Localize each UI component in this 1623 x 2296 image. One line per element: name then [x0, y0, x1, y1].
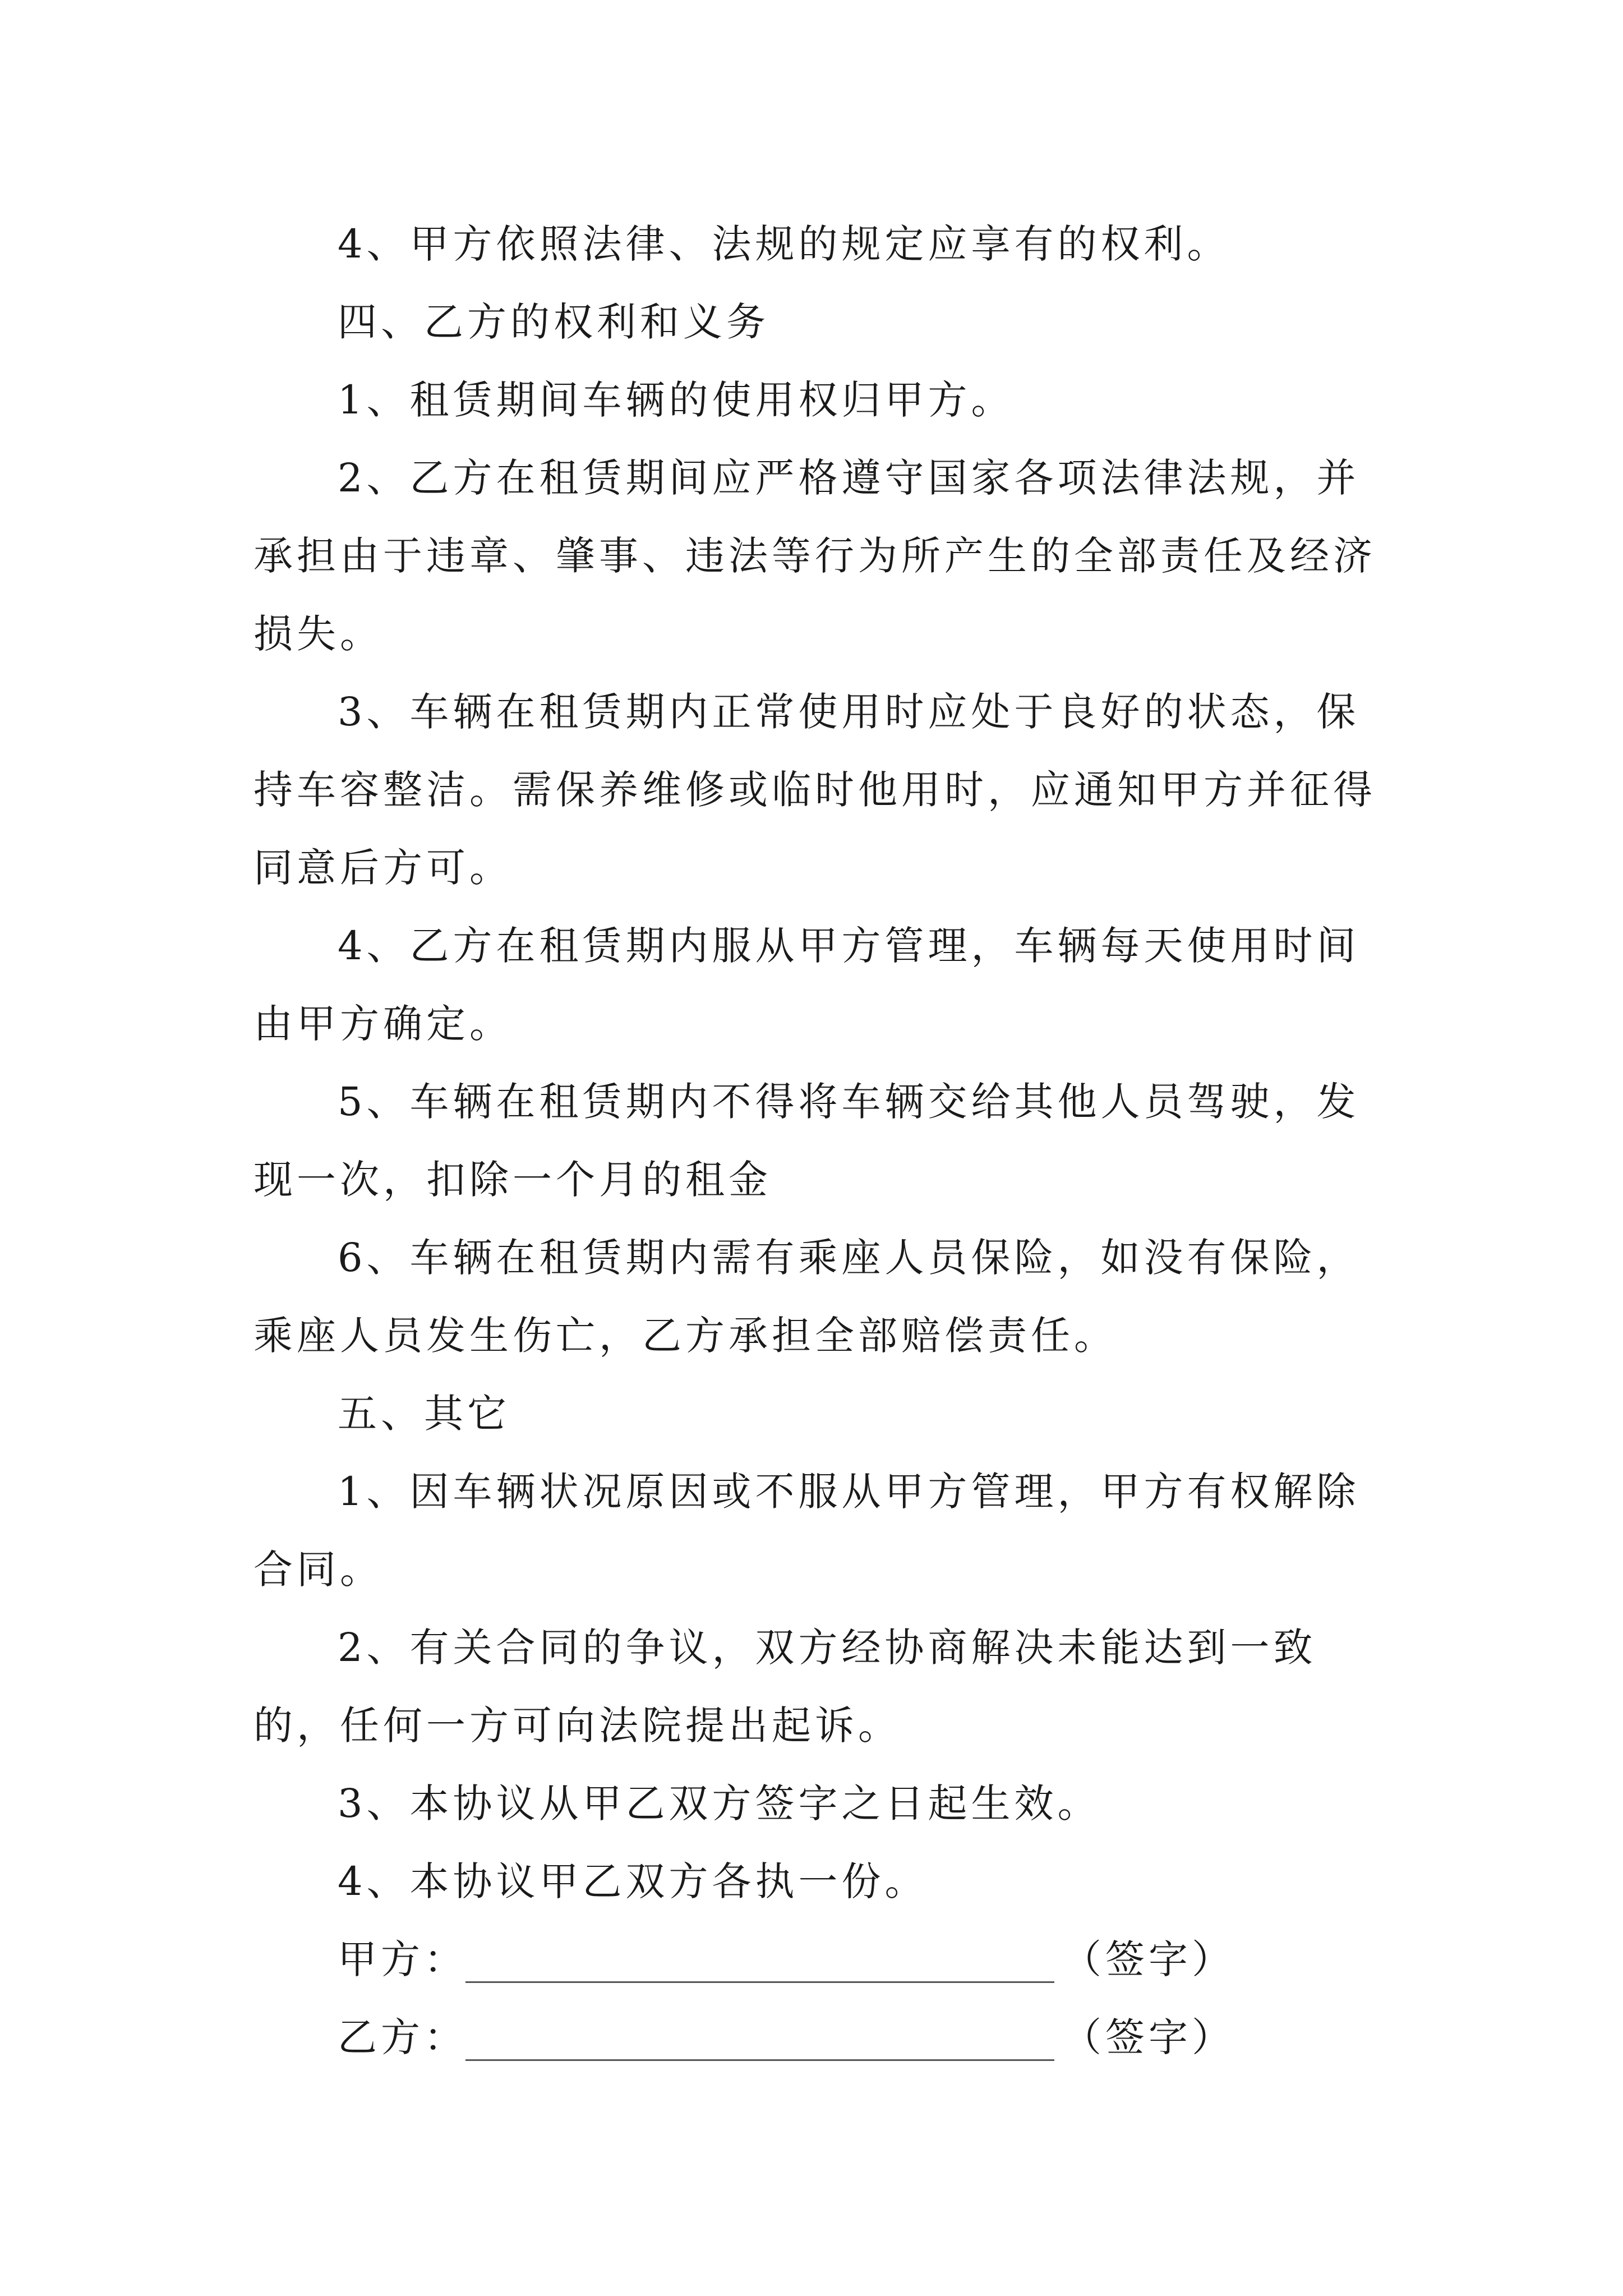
clause-other-4: 4、本协议甲乙双方各执一份。: [338, 1858, 928, 1904]
clause-party-b-4: 4、乙方在租赁期内服从甲方管理，车辆每天使用时间由甲方确定。: [253, 923, 1360, 1047]
signature-blank-party-a: [465, 1981, 1054, 1983]
clause-other-2: 2、有关合同的争议，双方经协商解决未能达到一致的，任何一方可向法院提出起诉。: [253, 1625, 1317, 1749]
clause-party-b-3: 3、车辆在租赁期内正常使用时应处于良好的状态，保持车容整洁。需保养维修或临时他用时，应通知甲方并征得同意后方可。: [253, 689, 1376, 891]
clause-other-3: 3、本协议从甲乙双方签字之日起生效。: [338, 1780, 1101, 1826]
clause-party-b-1: 1、租赁期间车辆的使用权归甲方。: [338, 377, 1015, 423]
section-heading-party-b: 四、乙方的权利和义务: [338, 299, 769, 345]
clause-party-b-6: 6、车辆在租赁期内需有乘座人员保险，如没有保险，乘座人员发生伤亡，乙方承担全部赔偿责任。: [253, 1235, 1360, 1359]
section-heading-other: 五、其它: [338, 1391, 510, 1437]
clause-party-b-5: 5、车辆在租赁期内不得将车辆交给其他人员驾驶，发现一次，扣除一个月的租金: [253, 1079, 1360, 1203]
signature-label-party-b: 乙方：: [338, 2014, 467, 2060]
signature-mark-party-b: （签字）: [1062, 2014, 1235, 2060]
signature-blank-party-b: [465, 2059, 1054, 2061]
signature-label-party-a: 甲方：: [338, 1936, 467, 1982]
signature-mark-party-a: （签字）: [1062, 1936, 1235, 1982]
signature-line-party-b: [338, 1999, 1319, 2077]
clause-party-a-rights-4: 4、甲方依照法律、法规的规定应享有的权利。: [338, 221, 1230, 267]
clause-other-1: 1、因车辆状况原因或不服从甲方管理，甲方有权解除合同。: [253, 1469, 1360, 1593]
signature-line-party-a: [338, 1921, 1319, 1999]
clause-party-b-2: 2、乙方在租赁期间应严格遵守国家各项法律法规，并承担由于违章、肇事、违法等行为所产生的全部责任及经济损失。: [253, 455, 1376, 657]
